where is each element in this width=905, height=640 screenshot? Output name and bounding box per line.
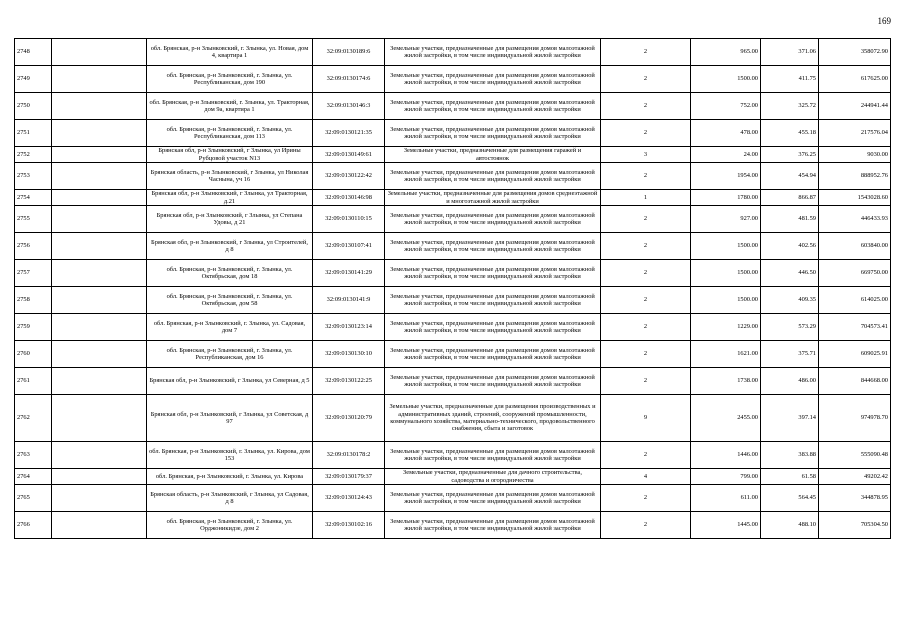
row-number: 2752 bbox=[15, 147, 52, 163]
table-row bbox=[15, 469, 891, 485]
table-row bbox=[15, 206, 891, 233]
cadastral-value-table bbox=[14, 38, 891, 539]
cadastral-number-cell: 32:09:0130123:14 bbox=[313, 314, 385, 341]
row-spacer bbox=[52, 190, 147, 206]
row-number: 2758 bbox=[15, 287, 52, 314]
land-use-cell: Земельные участки, предназначенные для размещения производственных и административных зданий, строений, сооружений промышленности, коммунального хозяйства, материально-технического, продовольственного снабжения, сбыта и заготовок bbox=[385, 395, 601, 442]
land-use-cell: Земельные участки, предназначенные для размещения домов малоэтажной жилой застройки, в том числе индивидуальной жилой застройки bbox=[385, 442, 601, 469]
cadastral-number-cell: 32:09:0130178:2 bbox=[313, 442, 385, 469]
specific-value-cell: 446.50 bbox=[761, 260, 819, 287]
cadastral-number-cell: 32:09:0130122:25 bbox=[313, 368, 385, 395]
cadastral-value-cell: 974978.70 bbox=[819, 395, 891, 442]
specific-value-cell: 488.10 bbox=[761, 512, 819, 539]
specific-value-cell: 455.18 bbox=[761, 120, 819, 147]
row-spacer bbox=[52, 147, 147, 163]
cadastral-number-cell: 32:09:0130121:35 bbox=[313, 120, 385, 147]
table-row bbox=[15, 93, 891, 120]
use-code-cell: 2 bbox=[601, 233, 691, 260]
use-code-cell: 2 bbox=[601, 287, 691, 314]
address-cell: обл. Брянская, р-н Злынковский, г. Злынка, ул. Октябрьская, дом 58 bbox=[147, 287, 313, 314]
use-code-cell: 2 bbox=[601, 39, 691, 66]
land-use-cell: Земельные участки, предназначенные для размещения домов малоэтажной жилой застройки, в том числе индивидуальной жилой застройки bbox=[385, 66, 601, 93]
cadastral-value-cell: 614025.00 bbox=[819, 287, 891, 314]
land-use-cell: Земельные участки, предназначенные для размещения домов малоэтажной жилой застройки, в том числе индивидуальной жилой застройки bbox=[385, 341, 601, 368]
land-use-cell: Земельные участки, предназначенные для размещения домов малоэтажной жилой застройки, в том числе индивидуальной жилой застройки bbox=[385, 287, 601, 314]
land-use-cell: Земельные участки, предназначенные для размещения домов малоэтажной жилой застройки, в том числе индивидуальной жилой застройки bbox=[385, 485, 601, 512]
specific-value-cell: 376.25 bbox=[761, 147, 819, 163]
cadastral-value-cell: 217576.04 bbox=[819, 120, 891, 147]
area-cell: 965.00 bbox=[691, 39, 761, 66]
area-cell: 1621.00 bbox=[691, 341, 761, 368]
table-row bbox=[15, 120, 891, 147]
cadastral-number-cell: 32:09:0130122:42 bbox=[313, 163, 385, 190]
area-cell: 24.00 bbox=[691, 147, 761, 163]
cadastral-value-cell: 603840.00 bbox=[819, 233, 891, 260]
row-number: 2763 bbox=[15, 442, 52, 469]
row-number: 2750 bbox=[15, 93, 52, 120]
area-cell: 1229.00 bbox=[691, 314, 761, 341]
row-number: 2754 bbox=[15, 190, 52, 206]
address-cell: Брянская область, р-н Злынковский, г Злынка, ул Садовая, д 8 bbox=[147, 485, 313, 512]
table-body bbox=[15, 39, 891, 539]
cadastral-number-cell: 32:09:0130130:10 bbox=[313, 341, 385, 368]
use-code-cell: 2 bbox=[601, 163, 691, 190]
row-spacer bbox=[52, 120, 147, 147]
use-code-cell: 4 bbox=[601, 469, 691, 485]
row-spacer bbox=[52, 485, 147, 512]
cadastral-value-cell: 9030.00 bbox=[819, 147, 891, 163]
area-cell: 1738.00 bbox=[691, 368, 761, 395]
area-cell: 1954.00 bbox=[691, 163, 761, 190]
address-cell: Брянская область, р-н Злынковский, г Злынка, ул Николая Часнына, уч 16 bbox=[147, 163, 313, 190]
table-row bbox=[15, 163, 891, 190]
land-use-cell: Земельные участки, предназначенные для размещения домов малоэтажной жилой застройки, в том числе индивидуальной жилой застройки bbox=[385, 39, 601, 66]
address-cell: обл. Брянская, р-н Злынковский, г. Злынка, ул. Садовая, дом 7 bbox=[147, 314, 313, 341]
cadastral-value-cell: 609025.91 bbox=[819, 341, 891, 368]
use-code-cell: 2 bbox=[601, 206, 691, 233]
cadastral-number-cell: 32:09:0130102:16 bbox=[313, 512, 385, 539]
use-code-cell: 2 bbox=[601, 314, 691, 341]
specific-value-cell: 325.72 bbox=[761, 93, 819, 120]
specific-value-cell: 61.58 bbox=[761, 469, 819, 485]
table-row bbox=[15, 395, 891, 442]
cadastral-value-cell: 1543028.60 bbox=[819, 190, 891, 206]
area-cell: 752.00 bbox=[691, 93, 761, 120]
land-use-cell: Земельные участки, предназначенные для размещения домов малоэтажной жилой застройки, в том числе индивидуальной жилой застройки bbox=[385, 163, 601, 190]
land-use-cell: Земельные участки, предназначенные для размещения домов малоэтажной жилой застройки, в том числе индивидуальной жилой застройки bbox=[385, 260, 601, 287]
cadastral-number-cell: 32:09:0130146:98 bbox=[313, 190, 385, 206]
use-code-cell: 9 bbox=[601, 395, 691, 442]
area-cell: 2455.00 bbox=[691, 395, 761, 442]
table-row bbox=[15, 442, 891, 469]
use-code-cell: 2 bbox=[601, 485, 691, 512]
specific-value-cell: 375.71 bbox=[761, 341, 819, 368]
row-number: 2765 bbox=[15, 485, 52, 512]
cadastral-number-cell: 32:09:0130141:9 bbox=[313, 287, 385, 314]
cadastral-number-cell: 32:09:0130110:15 bbox=[313, 206, 385, 233]
address-cell: обл. Брянская, р-н Злынковский, г. Злынка, ул. Новая, дом 4, квартира 1 bbox=[147, 39, 313, 66]
row-spacer bbox=[52, 287, 147, 314]
row-spacer bbox=[52, 163, 147, 190]
row-spacer bbox=[52, 395, 147, 442]
row-spacer bbox=[52, 314, 147, 341]
address-cell: Брянская обл, р-н Злынковский, г Злынка, ул Тракторная, д.21 bbox=[147, 190, 313, 206]
row-spacer bbox=[52, 66, 147, 93]
cadastral-number-cell: 32:09:0130107:41 bbox=[313, 233, 385, 260]
specific-value-cell: 866.87 bbox=[761, 190, 819, 206]
cadastral-value-cell: 344878.95 bbox=[819, 485, 891, 512]
address-cell: Брянская обл, р-н Злынковский, г Злынка, ул Ирины Рубцовой участок N13 bbox=[147, 147, 313, 163]
row-number: 2749 bbox=[15, 66, 52, 93]
specific-value-cell: 454.94 bbox=[761, 163, 819, 190]
row-spacer bbox=[52, 206, 147, 233]
table-row bbox=[15, 485, 891, 512]
address-cell: обл. Брянская, р-н Злынковский, г. Злынка, ул. Октябрьская, дом 18 bbox=[147, 260, 313, 287]
row-spacer bbox=[52, 341, 147, 368]
use-code-cell: 2 bbox=[601, 120, 691, 147]
row-spacer bbox=[52, 442, 147, 469]
address-cell: обл. Брянская, р-н Злынковский, г. Злынка, ул. Республиканская, дом 190 bbox=[147, 66, 313, 93]
table-row bbox=[15, 512, 891, 539]
address-cell: обл. Брянская, р-н Злынковский, г. Злынка, ул. Кирова bbox=[147, 469, 313, 485]
area-cell: 799.00 bbox=[691, 469, 761, 485]
table-row bbox=[15, 147, 891, 163]
specific-value-cell: 371.06 bbox=[761, 39, 819, 66]
use-code-cell: 2 bbox=[601, 260, 691, 287]
use-code-cell: 2 bbox=[601, 66, 691, 93]
address-cell: обл. Брянская, р-н Злынковский, г. Злынка, ул. Орджоникидзе, дом 2 bbox=[147, 512, 313, 539]
area-cell: 1500.00 bbox=[691, 260, 761, 287]
address-cell: обл. Брянская, р-н Злынковский, г. Злынка, ул. Кирова, дом 153 bbox=[147, 442, 313, 469]
use-code-cell: 2 bbox=[601, 341, 691, 368]
cadastral-number-cell: 32:09:0130146:3 bbox=[313, 93, 385, 120]
table-row bbox=[15, 233, 891, 260]
table-row bbox=[15, 314, 891, 341]
specific-value-cell: 481.59 bbox=[761, 206, 819, 233]
cadastral-value-cell: 446433.93 bbox=[819, 206, 891, 233]
table-row bbox=[15, 190, 891, 206]
use-code-cell: 1 bbox=[601, 190, 691, 206]
address-cell: Брянская обл, р-н Злынковский, г Злынка, ул Северная, д 5 bbox=[147, 368, 313, 395]
use-code-cell: 2 bbox=[601, 442, 691, 469]
cadastral-value-cell: 888952.76 bbox=[819, 163, 891, 190]
specific-value-cell: 486.00 bbox=[761, 368, 819, 395]
address-cell: обл. Брянская, р-н Злынковский, г. Злынка, ул. Республиканская, дом 113 bbox=[147, 120, 313, 147]
cadastral-number-cell: 32:09:0130141:29 bbox=[313, 260, 385, 287]
specific-value-cell: 409.35 bbox=[761, 287, 819, 314]
row-spacer bbox=[52, 93, 147, 120]
cadastral-value-cell: 358072.90 bbox=[819, 39, 891, 66]
specific-value-cell: 564.45 bbox=[761, 485, 819, 512]
row-spacer bbox=[52, 512, 147, 539]
area-cell: 1500.00 bbox=[691, 233, 761, 260]
address-cell: обл. Брянская, р-н Злынковский, г. Злынка, ул. Тракторная, дом 9а, квартира 1 bbox=[147, 93, 313, 120]
land-use-cell: Земельные участки, предназначенные для размещения домов малоэтажной жилой застройки, в том числе индивидуальной жилой застройки bbox=[385, 120, 601, 147]
land-use-cell: Земельные участки, предназначенные для размещения домов малоэтажной жилой застройки, в том числе индивидуальной жилой застройки bbox=[385, 368, 601, 395]
cadastral-value-cell: 49202.42 bbox=[819, 469, 891, 485]
row-number: 2764 bbox=[15, 469, 52, 485]
cadastral-value-cell: 704573.41 bbox=[819, 314, 891, 341]
land-use-cell: Земельные участки, предназначенные для размещения домов малоэтажной жилой застройки, в том числе индивидуальной жилой застройки bbox=[385, 206, 601, 233]
area-cell: 1780.00 bbox=[691, 190, 761, 206]
land-use-cell: Земельные участки, предназначенные для размещения домов малоэтажной жилой застройки, в том числе индивидуальной жилой застройки bbox=[385, 314, 601, 341]
use-code-cell: 3 bbox=[601, 147, 691, 163]
row-number: 2755 bbox=[15, 206, 52, 233]
area-cell: 927.00 bbox=[691, 206, 761, 233]
cadastral-value-cell: 844668.00 bbox=[819, 368, 891, 395]
row-spacer bbox=[52, 260, 147, 287]
address-cell: Брянская обл, р-н Злынковский, г Злынка, ул Строителей, д 8 bbox=[147, 233, 313, 260]
land-use-cell: Земельные участки, предназначенные для размещения домов малоэтажной жилой застройки, в том числе индивидуальной жилой застройки bbox=[385, 93, 601, 120]
row-number: 2757 bbox=[15, 260, 52, 287]
land-use-cell: Земельные участки, предназначенные для размещения домов малоэтажной жилой застройки, в том числе индивидуальной жилой застройки bbox=[385, 233, 601, 260]
land-use-cell: Земельные участки, предназначенные для размещения домов среднеэтажной и многоэтажной жилой застройки bbox=[385, 190, 601, 206]
specific-value-cell: 397.14 bbox=[761, 395, 819, 442]
cadastral-value-cell: 617625.00 bbox=[819, 66, 891, 93]
cadastral-value-cell: 705304.50 bbox=[819, 512, 891, 539]
row-number: 2761 bbox=[15, 368, 52, 395]
table-row bbox=[15, 368, 891, 395]
row-spacer bbox=[52, 469, 147, 485]
row-number: 2762 bbox=[15, 395, 52, 442]
row-number: 2748 bbox=[15, 39, 52, 66]
use-code-cell: 2 bbox=[601, 368, 691, 395]
row-spacer bbox=[52, 233, 147, 260]
land-use-cell: Земельные участки, предназначенные для дачного строительства, садоводства и огородничества bbox=[385, 469, 601, 485]
row-number: 2760 bbox=[15, 341, 52, 368]
area-cell: 1500.00 bbox=[691, 66, 761, 93]
area-cell: 478.00 bbox=[691, 120, 761, 147]
cadastral-number-cell: 32:09:0130189:6 bbox=[313, 39, 385, 66]
cadastral-number-cell: 32:09:0130179:37 bbox=[313, 469, 385, 485]
area-cell: 611.00 bbox=[691, 485, 761, 512]
table-row bbox=[15, 66, 891, 93]
area-cell: 1446.00 bbox=[691, 442, 761, 469]
address-cell: обл. Брянская, р-н Злынковский, г. Злынка, ул. Республиканская, дом 16 bbox=[147, 341, 313, 368]
row-number: 2751 bbox=[15, 120, 52, 147]
page-number: 169 bbox=[877, 16, 891, 26]
specific-value-cell: 411.75 bbox=[761, 66, 819, 93]
cadastral-number-cell: 32:09:0130120:79 bbox=[313, 395, 385, 442]
table-row bbox=[15, 260, 891, 287]
land-use-cell: Земельные участки, предназначенные для размещения домов малоэтажной жилой застройки, в том числе индивидуальной жилой застройки bbox=[385, 512, 601, 539]
cadastral-value-cell: 669750.00 bbox=[819, 260, 891, 287]
specific-value-cell: 383.88 bbox=[761, 442, 819, 469]
specific-value-cell: 402.56 bbox=[761, 233, 819, 260]
table-row bbox=[15, 287, 891, 314]
use-code-cell: 2 bbox=[601, 93, 691, 120]
area-cell: 1500.00 bbox=[691, 287, 761, 314]
land-use-cell: Земельные участки, предназначенные для размещения гаражей и автостоянок bbox=[385, 147, 601, 163]
row-number: 2766 bbox=[15, 512, 52, 539]
cadastral-number-cell: 32:09:0130124:43 bbox=[313, 485, 385, 512]
cadastral-value-cell: 555090.48 bbox=[819, 442, 891, 469]
address-cell: Брянская обл, р-н Злынковский, г Злынка, ул Степана Удовы, д 21 bbox=[147, 206, 313, 233]
address-cell: Брянская обл, р-н Злынковский, г Злынка, ул Советская, д 97 bbox=[147, 395, 313, 442]
cadastral-value-cell: 244941.44 bbox=[819, 93, 891, 120]
cadastral-number-cell: 32:09:0130174:6 bbox=[313, 66, 385, 93]
row-number: 2753 bbox=[15, 163, 52, 190]
cadastral-number-cell: 32:09:0130149:61 bbox=[313, 147, 385, 163]
area-cell: 1445.00 bbox=[691, 512, 761, 539]
table-row bbox=[15, 39, 891, 66]
row-spacer bbox=[52, 368, 147, 395]
row-number: 2759 bbox=[15, 314, 52, 341]
specific-value-cell: 573.29 bbox=[761, 314, 819, 341]
use-code-cell: 2 bbox=[601, 512, 691, 539]
row-spacer bbox=[52, 39, 147, 66]
table-row bbox=[15, 341, 891, 368]
row-number: 2756 bbox=[15, 233, 52, 260]
